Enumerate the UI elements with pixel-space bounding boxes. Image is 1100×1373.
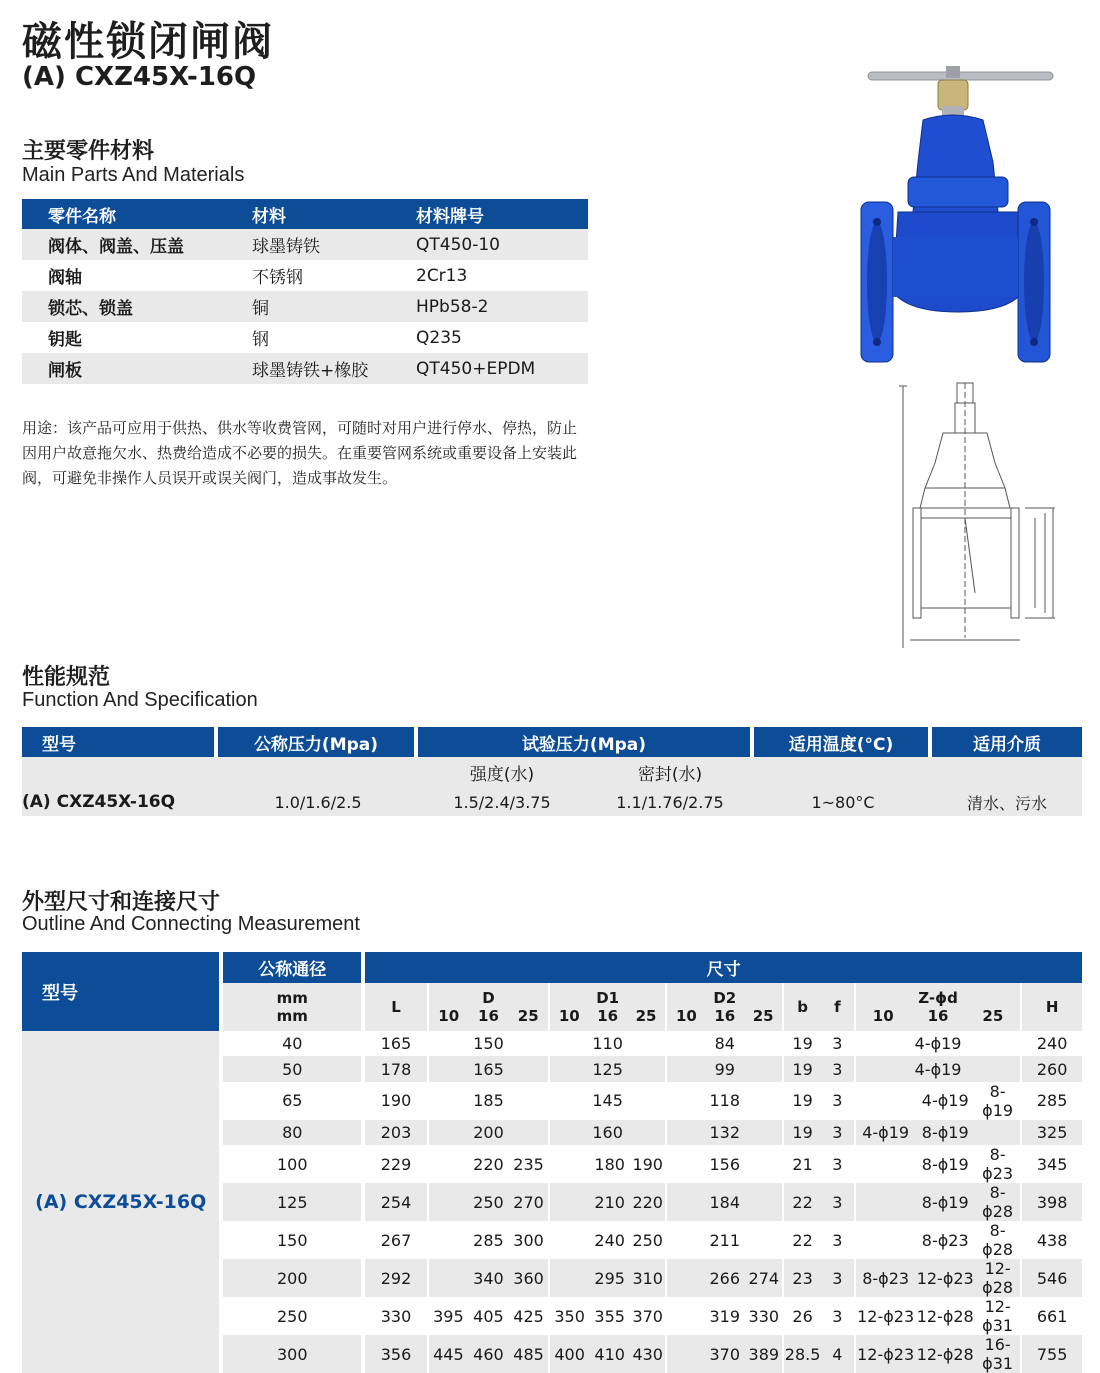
dim-z: 12-ϕ23 [915,1259,975,1297]
dim-d2: 370 [704,1335,745,1373]
dim-b: 28.5 [784,1335,821,1373]
dim-b: 19 [792,1034,813,1054]
dim-d: 340 [468,1259,509,1297]
dim-dn: 300 [223,1335,365,1373]
dim-d1: 310 [630,1259,667,1297]
dim-f: 3 [821,1183,856,1221]
dim-b: 26 [792,1306,813,1326]
dim-d1: 190 [630,1145,667,1183]
dim-L: 254 [365,1183,429,1221]
dim-z: 8-ϕ28 [975,1183,1022,1221]
dim-H: 325 [1022,1120,1082,1145]
parts-col-material: 材料 [252,206,286,227]
dim-b: 22 [792,1230,813,1250]
dim-f: 3 [821,1259,856,1297]
dim-d: 285 [473,1230,504,1250]
dim-d2: 319 [709,1306,740,1326]
parts-header-row [22,199,588,229]
dim-d1: 240 [594,1230,625,1250]
dim-z: 12-ϕ28 [916,1306,974,1326]
dim-d1 [550,1221,589,1259]
dim-mm-2: mm [276,1007,308,1025]
part-material: 不锈钢 [252,268,303,288]
dim-col-model: 型号 [22,952,223,1031]
dim-d1: 370 [630,1297,667,1335]
dim-d2: 274 [745,1259,784,1297]
parts-col-grade: 材料牌号 [416,206,484,227]
dim-H: 345 [1036,1154,1068,1174]
dim-dn: 40 [223,1031,365,1056]
part-grade: QT450-10 [416,234,500,255]
dim-z: 8-ϕ19 [915,1183,975,1221]
dim-pn: 10 [872,1007,894,1025]
dim-z: 12-ϕ23 [856,1335,916,1373]
dim-H: 755 [1022,1335,1082,1373]
dim-title-cn: 外型尺寸和连接尺寸 [22,890,221,915]
part-grade: Q235 [416,327,462,348]
dim-z [856,1183,916,1221]
dim-H: 260 [1022,1056,1082,1081]
dim-title-en: Outline And Connecting Measurement [22,913,360,935]
dim-b: 21 [792,1154,813,1174]
dim-d: 395 [433,1306,464,1326]
dim-header-row-1 [22,952,1082,983]
dim-d1: 160 [550,1120,667,1145]
spec-model: (A) CXZ45X-16Q [22,792,176,812]
dim-d: 185 [429,1082,550,1120]
dim-z: 12-ϕ31 [975,1297,1022,1335]
dim-f: 3 [821,1297,856,1335]
dim-d: 300 [509,1221,550,1259]
dim-f: 4 [821,1335,856,1373]
dim-L: 229 [365,1145,429,1183]
dim-d2: 132 [667,1120,784,1145]
dim-f: 3 [821,1221,856,1259]
dim-d1: 430 [630,1335,667,1373]
part-material: 钢 [252,330,269,350]
dim-col-D-group [429,983,550,1031]
dim-d2: 118 [667,1082,784,1120]
parts-row [22,260,588,291]
spec-table [22,727,1082,816]
dim-H: 285 [1036,1091,1068,1111]
dim-d: 165 [429,1056,550,1081]
dim-pn: 25 [982,1007,1004,1025]
dim-d2 [667,1297,704,1335]
dim-col-dn: 公称通径 [223,952,365,983]
dim-pn: 16 [478,1007,499,1025]
dim-z: 8-ϕ28 [975,1221,1022,1259]
dim-d1: 145 [550,1082,667,1120]
parts-row [22,291,588,322]
dim-pn: 10 [558,1007,580,1025]
dim-model: (A) CXZ45X-16Q [22,1031,223,1373]
dim-d2 [667,1335,704,1373]
part-grade: 2Cr13 [416,265,468,286]
valve-photo [858,62,1058,367]
dim-d: 235 [509,1145,550,1183]
dim-b: 23 [784,1259,821,1297]
dim-pn: 10 [675,1007,697,1025]
dim-d: 485 [509,1335,550,1373]
dim-col-D2: D2 [713,989,737,1007]
dim-d [429,1221,468,1259]
dim-dn: 150 [223,1221,365,1259]
dim-b: 19 [792,1091,813,1111]
dim-d [429,1145,468,1183]
dim-dn: 125 [223,1183,365,1221]
spec-header-row [22,727,1082,757]
dim-d1: 400 [550,1335,589,1373]
dim-dn: 100 [223,1145,365,1183]
dim-b: 22 [784,1183,821,1221]
dim-f: 3 [821,1056,856,1081]
dim-d1 [550,1259,589,1297]
dim-b: 19 [784,1056,821,1081]
dim-d: 360 [509,1259,550,1297]
dim-d1: 110 [550,1031,667,1056]
dim-d2: 389 [745,1335,784,1373]
spec-title-en: Function And Specification [22,689,258,711]
dim-L: 356 [365,1335,429,1373]
dim-f: 3 [821,1120,856,1145]
dim-L: 203 [365,1120,429,1145]
dim-z [856,1145,916,1183]
dim-col-Z-group [856,983,1022,1031]
dim-z: 8-ϕ19 [921,1154,969,1174]
dim-L: 190 [365,1082,429,1120]
usage-line: 因用户故意拖欠水、热费给造成不必要的损失。在重要管网系统或重要设备上安装此 [22,444,578,462]
dim-f: 3 [821,1031,856,1056]
spec-col-temp: 适用温度(°C) [754,727,932,757]
dim-dn: 50 [223,1056,365,1081]
dim-mm-1: mm [276,989,308,1007]
dim-z [975,1120,1022,1145]
part-material: 铜 [252,299,269,319]
dim-L: 292 [365,1259,429,1297]
page-title: 磁性锁闭闸阀 [22,19,274,65]
dim-pn: 25 [752,1007,774,1025]
spec-sub-seal: 密封(水) [637,765,703,785]
dim-z: 16-ϕ31 [975,1335,1022,1373]
spec-seal: 1.1/1.76/2.75 [616,792,724,812]
spec-col-test: 试验压力(Mpa) [418,727,754,757]
dim-d1: 210 [589,1183,630,1221]
dim-z: 12-ϕ28 [915,1335,975,1373]
dim-d1: 220 [630,1183,667,1221]
dim-d2: 266 [704,1259,745,1297]
dim-mm-cell [223,983,365,1031]
dim-d: 220 [473,1154,504,1174]
dim-d1: 125 [550,1056,667,1081]
dim-d2: 156 [667,1145,784,1183]
dim-H: 240 [1036,1034,1068,1054]
dim-d: 425 [509,1297,550,1335]
part-name: 阀体、阀盖、压盖 [48,237,184,257]
dimension-table [22,952,1082,1373]
parts-col-name: 零件名称 [48,206,116,227]
dim-H: 661 [1036,1306,1068,1326]
spec-col-medium: 适用介质 [973,734,1041,755]
dim-d2: 184 [667,1183,784,1221]
dim-d: 150 [429,1031,550,1056]
dim-b: 19 [784,1120,821,1145]
dim-col-D: D [482,989,495,1007]
dim-d1: 250 [630,1221,667,1259]
dim-H: 546 [1022,1259,1082,1297]
dim-d1: 355 [594,1306,625,1326]
spec-title-cn: 性能规范 [22,665,111,690]
spec-col-nominal: 公称压力(Mpa) [218,727,418,757]
dim-f: 3 [821,1145,856,1183]
spec-col-model: 型号 [22,727,218,757]
dim-pn: 25 [635,1007,657,1025]
dim-dn: 250 [223,1297,365,1335]
dim-z: 8-ϕ23 [975,1145,1022,1183]
dim-col-size: 尺寸 [365,952,1082,983]
dim-L: 165 [365,1031,429,1056]
dim-z: 4-ϕ19 [856,1031,1022,1056]
dim-pn: 16 [927,1007,949,1025]
dim-z: 8-ϕ23 [921,1230,969,1250]
dim-col-D2-group [667,983,784,1031]
spec-medium: 清水、污水 [966,793,1047,813]
dim-z: 8-ϕ19 [975,1082,1022,1120]
part-material: 球墨铸铁 [252,237,320,257]
usage-line: 阀，可避免非操作人员误开或误关阀门，造成事故发生。 [22,469,398,487]
dim-z: 4-ϕ19 [921,1091,969,1111]
part-name: 闸板 [48,361,82,381]
usage-line: 用途：该产品可应用于供热、供水等收费管网，可随时对用户进行停水、停热，防止 [22,419,578,437]
parts-row [22,229,588,260]
dim-col-D1: D1 [596,989,620,1007]
dim-d2: 330 [745,1297,784,1335]
product-model: (A) CXZ45X-16Q [22,62,257,92]
valve-cross-section-drawing [895,378,1065,658]
dim-dn: 200 [223,1259,365,1297]
parts-row [22,322,588,353]
dim-z: 4-ϕ19 [856,1120,916,1145]
usage-text [22,416,642,491]
spec-sub-strength: 强度(水) [469,765,535,785]
dim-d [429,1259,468,1297]
dim-z [856,1221,916,1259]
parts-table [22,199,588,384]
dim-z: 4-ϕ19 [856,1056,1022,1081]
dim-L: 267 [365,1221,429,1259]
dim-d1: 410 [589,1335,630,1373]
dim-d2: 211 [667,1221,784,1259]
dim-d: 250 [468,1183,509,1221]
dim-d: 445 [429,1335,468,1373]
dim-L: 178 [365,1056,429,1081]
dim-d: 405 [473,1306,504,1326]
dim-pn: 16 [714,1007,736,1025]
dim-d2 [667,1259,704,1297]
dim-z: 12-ϕ28 [975,1259,1022,1297]
dim-L: 330 [365,1297,429,1335]
spec-strength: 1.5/2.4/3.75 [453,792,551,812]
part-grade: QT450+EPDM [416,358,536,379]
spec-nominal: 1.0/1.6/2.5 [274,792,362,812]
dim-d1 [550,1183,589,1221]
dim-dn: 65 [223,1082,365,1120]
dim-col-Z: Z-ϕd [918,989,958,1007]
dim-d1: 180 [594,1154,625,1174]
dim-d1 [550,1145,589,1183]
dim-d: 270 [509,1183,550,1221]
dim-z: 12-ϕ23 [857,1306,915,1326]
dim-pn: 16 [597,1007,619,1025]
parts-row [22,353,588,384]
spec-temp: 1~80°C [811,792,875,812]
dim-d2: 84 [667,1031,784,1056]
dim-dn: 80 [223,1120,365,1145]
dim-z: 8-ϕ23 [856,1259,916,1297]
dim-col-f: f [821,983,856,1031]
dim-d: 460 [468,1335,509,1373]
spec-subheader-row [22,757,1082,788]
dim-H: 438 [1036,1230,1068,1250]
part-name: 钥匙 [48,330,82,350]
dim-d1: 350 [554,1306,585,1326]
dim-d1: 295 [589,1259,630,1297]
dim-col-D1-group [550,983,667,1031]
dim-d2: 99 [667,1056,784,1081]
part-grade: HPb58-2 [416,296,489,317]
parts-title-cn: 主要零件材料 [22,139,155,164]
dim-z [856,1082,916,1120]
dim-col-L: L [365,983,429,1031]
spec-data-row [22,788,1082,816]
dim-f: 3 [821,1082,856,1120]
dim-col-H: H [1045,998,1059,1016]
dim-z: 8-ϕ19 [915,1120,975,1145]
part-material: 球墨铸铁+橡胶 [252,361,369,381]
dim-d [429,1183,468,1221]
dim-col-b: b [797,998,808,1016]
dim-H: 398 [1022,1183,1082,1221]
parts-title-en: Main Parts And Materials [22,164,245,186]
part-name: 阀轴 [48,268,82,288]
dim-d: 200 [429,1120,550,1145]
dim-row [22,1031,1082,1056]
dim-pn: 25 [517,1007,539,1025]
dim-pn: 10 [438,1007,460,1025]
part-name: 锁芯、锁盖 [48,299,133,319]
